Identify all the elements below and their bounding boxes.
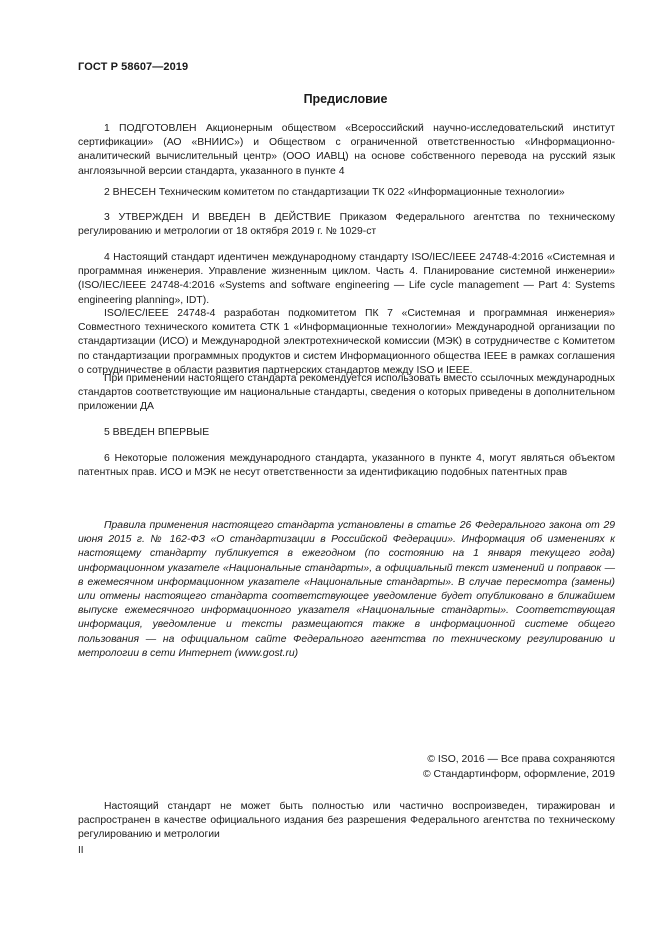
item-4-application: При применении настоящего стандарта рекомендуется использовать вместо ссылочных международных стандартов соответствующие им национальные стандарты, сведения о которых приведены в дополнительном приложении ДА bbox=[78, 373, 615, 413]
item-3: 3 УТВЕРЖДЕН И ВВЕДЕН В ДЕЙСТВИЕ Приказом Федерального агентства по техническому регулированию и метрологии от 18 октября 2019 г. № 1029-ст bbox=[78, 212, 615, 238]
page-number: II bbox=[78, 845, 84, 856]
copyright-iso: © ISO, 2016 — Все права сохраняются bbox=[427, 754, 615, 765]
item-5: 5 ВВЕДЕН ВПЕРВЫЕ bbox=[104, 427, 210, 438]
page-title: Предисловие bbox=[303, 92, 388, 106]
item-4: 4 Настоящий стандарт идентичен международному стандарту ISO/IEC/IEEE 24748-4:2016 «Системная и программная инженерия. Управление жизненным циклом. Часть 4. Планирование системной инженерии» (ISO/IEC/IEEE 24748-4:2016 «Systems and software engineering — Life cycle management — Part 4: Systems engineering planning», IDT). bbox=[78, 252, 615, 306]
item-4-developer: ISO/IEC/IEEE 24748-4 разработан подкомитетом ПК 7 «Системная и программная инженерия» Совместного технического комитета СТК 1 «Информационные технологии» Международной организации по стандартизации (ИСО) и Международной электротехнической комиссии (МЭК) в сотрудничестве с Комитетом по стандартизации программных продуктов и систем Информационного общества IEEE в рамках соглашения о сотрудничестве в области развития партнерских стандартов между ISO и IEEE. bbox=[78, 308, 615, 376]
copyright-standartinform: © Стандартинформ, оформление, 2019 bbox=[422, 769, 615, 780]
item-6: 6 Некоторые положения международного стандарта, указанного в пункте 4, могут являться объектом патентных прав. ИСО и МЭК не несут ответственности за идентификацию подобных патентных прав bbox=[78, 453, 615, 479]
item-1: 1 ПОДГОТОВЛЕН Акционерным обществом «Всероссийский научно-исследовательский институт сертификации» (АО «ВНИИС») и Обществом с ограниченной ответственностью «Информационно-аналитический вычислительный центр» (ООО ИАВЦ) на основе собственного перевода на русский язык англоязычной версии стандарта, указанного в пункте 4 bbox=[78, 123, 615, 177]
standard-designation: ГОСТ Р 58607—2019 bbox=[78, 61, 189, 73]
reproduction-notice: Настоящий стандарт не может быть полностью или частично воспроизведен, тиражирован и распространен в качестве официального издания без разрешения Федерального агентства по техническому регулированию и метрологии bbox=[78, 801, 615, 841]
item-2: 2 ВНЕСЕН Техническим комитетом по стандартизации ТК 022 «Информационные технологии» bbox=[104, 187, 565, 198]
notice-paragraph: Правила применения настоящего стандарта установлены в статье 26 Федерального закона от 29 июня 2015 г. № 162-ФЗ «О стандартизации в Российской Федерации». Информация об изменениях к настоящему стандарту публикуется в ежегодном (по состоянию на 1 января текущего года) информационном указателе «Национальные стандарты», а официальный текст изменений и поправок — в ежемесячном информационном указателе «Национальные стандарты». В случае пересмотра (замены) или отмены настоящего стандарта соответствующее уведомление будет опубликовано в ближайшем выпуске ежемесячного информационного указателя «Национальные стандарты». Соответствующая информация, уведомление и тексты размещаются также в информационной системе общего пользования — на официальном сайте Федерального агентства по техническому регулированию и метрологии в сети Интернет (www.gost.ru) bbox=[78, 520, 615, 659]
